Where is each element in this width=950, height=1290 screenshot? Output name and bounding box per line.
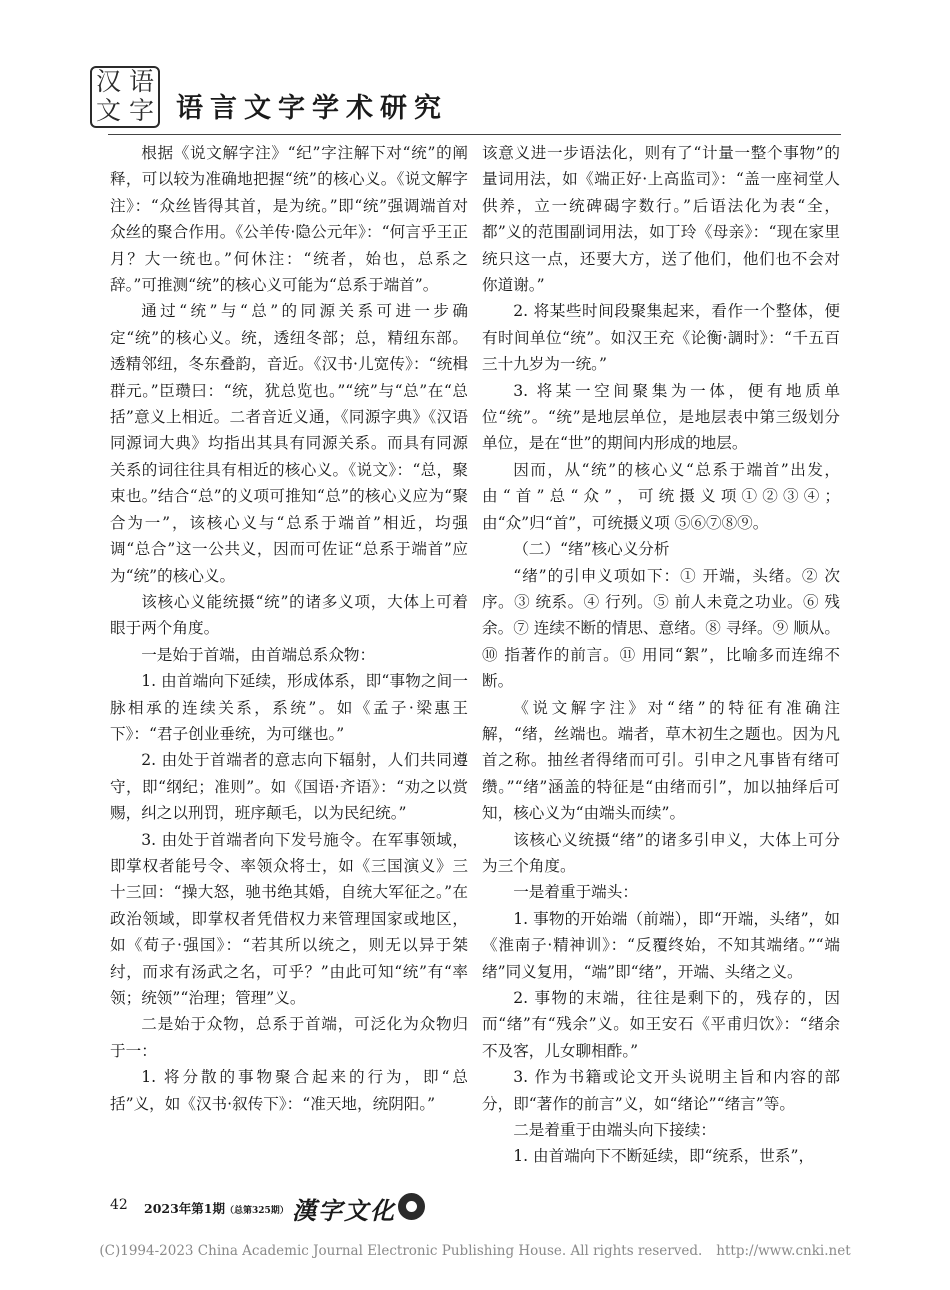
paragraph: 《说文解字注》对“绪”的特征有准确注解，“绪，丝端也。端者，草木初生之题也。因为凡首之称。抽丝者得绪而可引。引申之凡事皆有绪可缵。”“绪”涵盖的特征是“由绪而引”，加以抽绎后可知，核心义为“由端头而续”。 xyxy=(482,698,840,823)
seal-char: 文 xyxy=(95,96,121,125)
paragraph: 3. 由处于首端者向下发号施令。在军事领域，即掌权者能号令、率领众将士，如《三国演义》三十三回：“操大怒，驰书绝其婚，自统大军征之。”在政治领域，即掌权者凭借权力来管理国家或地区，如《荀子·强国》：“若其所以统之，则无以异于桀纣，而求有汤武之名，可乎？”由此可知“统”有“率领；统领”“治理；管理”义。 xyxy=(110,830,468,1007)
paragraph: 该核心义能统摄“统”的诸多义项，大体上可着眼于两个角度。 xyxy=(110,592,468,638)
right-column xyxy=(482,140,840,1170)
journal-seal-logo xyxy=(90,66,160,128)
paragraph: 1. 将分散的事物聚合起来的行为，即“总括”义，如《汉书·叙传下》：“准天地，统阴阳。” xyxy=(110,1068,468,1113)
header-divider xyxy=(108,134,841,135)
page-number: 42 xyxy=(110,1197,128,1213)
copyright-text: (C)1994-2023 China Academic Journal Electronic Publishing House. All rights reserved. xyxy=(99,1243,703,1259)
paragraph: 3. 作为书籍或论文开头说明主旨和内容的部分，即“著作的前言”义，如“绪论”“绪言”等。 xyxy=(482,1068,840,1113)
paragraph: 一是着重于端头： xyxy=(513,883,638,902)
paragraph: 1. 由首端向下不断延续，即“统系，世系”， xyxy=(513,1147,815,1166)
paragraph: “绪”的引申义项如下：① 开端，头绪。② 次序。③ 统系。④ 行列。⑤ 前人未竟之功业。⑥ 残余。⑦ 连续不断的情思、意绪。⑧ 寻绎。⑨ 顺从。⑩ 指著作的前言。⑪ 用同“絮”，比喻多而连绵不断。 xyxy=(482,566,840,691)
paragraph: 通过“统”与“总”的同源关系可进一步确定“统”的核心义。统，透纽冬部；总，精纽东部。透精邻纽，冬东叠韵，音近。《汉书·儿宽传》：“统楫群元。”臣瓒曰：“统，犹总览也。”“统”与“总”在“总括”意义上相近。二者音近义通，《同源字典》《汉语同源词大典》均指出其具有同源关系。而具有同源关系的词往往具有相近的核心义。《说文》：“总，聚束也。”结合“总”的义项可推知“总”的核心义应为“聚合为一”，该核心义与“总系于端首”相近，均强调“总合”这一公共义，因而可佐证“总系于端首”应为“统”的核心义。 xyxy=(110,302,468,585)
paragraph: 2. 由处于首端者的意志向下辐射，人们共同遵守，即“纲纪；准则”。如《国语·齐语》：“劝之以赏赐，纠之以刑罚，班序颠毛，以为民纪统。” xyxy=(110,751,468,823)
magazine-title: 漢字文化 xyxy=(292,1196,396,1225)
paragraph: 1. 由首端向下延续，形成体系，即“事物之间一脉相承的连续关系，系统”。如《孟子·梁惠王下》：“君子创业垂统，为可继也。” xyxy=(110,672,468,743)
cnki-link[interactable]: http://www.cnki.net xyxy=(716,1243,851,1259)
issue-number: 2023年第1期 xyxy=(144,1201,225,1216)
paragraph: 该意义进一步语法化，则有了“计量一整个事物”的量词用法，如《端正好·上高监司》：“盖一座祠堂人供养，立一统碑碣字数行。”后语法化为表“全，都”义的范围副词用法，如丁玲《母亲》：“现在家里统只这一点，还要大方，送了他们，他们也不会对你道谢。” xyxy=(482,144,840,295)
section-title: 语言文字学术研究 xyxy=(176,93,448,124)
paragraph: 二是着重于由端头向下接续： xyxy=(513,1121,716,1140)
subsection-heading: （二）“绪”核心义分析 xyxy=(513,540,670,559)
copyright-line xyxy=(0,1243,950,1259)
paragraph: 该核心义统摄“绪”的诸多引申义，大体上可分为三个角度。 xyxy=(482,830,840,875)
paragraph: 2. 将某些时间段聚集起来，看作一个整体，便有时间单位“统”。如汉王充《论衡·調时》：“千五百三十九岁为一统。” xyxy=(482,302,840,374)
paragraph: 因而，从“统”的核心义“总系于端首”出发，由“首”总“众”，可统摄义项①②③④；由“众”归“首”，可统摄义项 ⑤⑥⑦⑧⑨。 xyxy=(482,460,840,532)
seal-char: 字 xyxy=(128,96,154,125)
paragraph: 一是始于首端，由首端总系众物： xyxy=(141,645,376,664)
paragraph: 根据《说文解字注》“纪”字注解下对“统”的阐释，可以较为准确地把握“统”的核心义。《说文解字注》：“众丝皆得其首，是为统。”即“统”强调端首对众丝的聚合作用。《公羊传·隐公元年》：“何言乎王正月？大一统也。”何休注：“统者，始也，总系之辞。”可推测“统”的核心义可能为“总系于端首”。 xyxy=(110,144,468,295)
left-column xyxy=(110,140,468,1117)
issue-label xyxy=(144,1199,289,1217)
magazine-logo-icon xyxy=(398,1193,425,1220)
paragraph: 1. 事物的开始端（前端），即“开端，头绪”，如《淮南子·精神训》：“反覆终始，不知其端绪。”“端绪”同义复用，“端”即“绪”，开端、头绪之义。 xyxy=(482,909,840,981)
issue-total: （总第325期） xyxy=(225,1206,289,1216)
paragraph: 二是始于众物，总系于首端，可泛化为众物归于一： xyxy=(110,1015,468,1060)
seal-char: 语 xyxy=(128,67,154,96)
paragraph: 3. 将某一空间聚集为一体，便有地质单位“统”。“统”是地层单位，是地层表中第三级划分单位，是在“世”的期间内形成的地层。 xyxy=(482,381,840,453)
paragraph: 2. 事物的末端，往往是剩下的，残存的，因而“绪”有“残余”义。如王安石《平甫归饮》：“绪余不及客，儿女聊相酢。” xyxy=(482,989,840,1060)
seal-char: 汉 xyxy=(95,67,121,96)
